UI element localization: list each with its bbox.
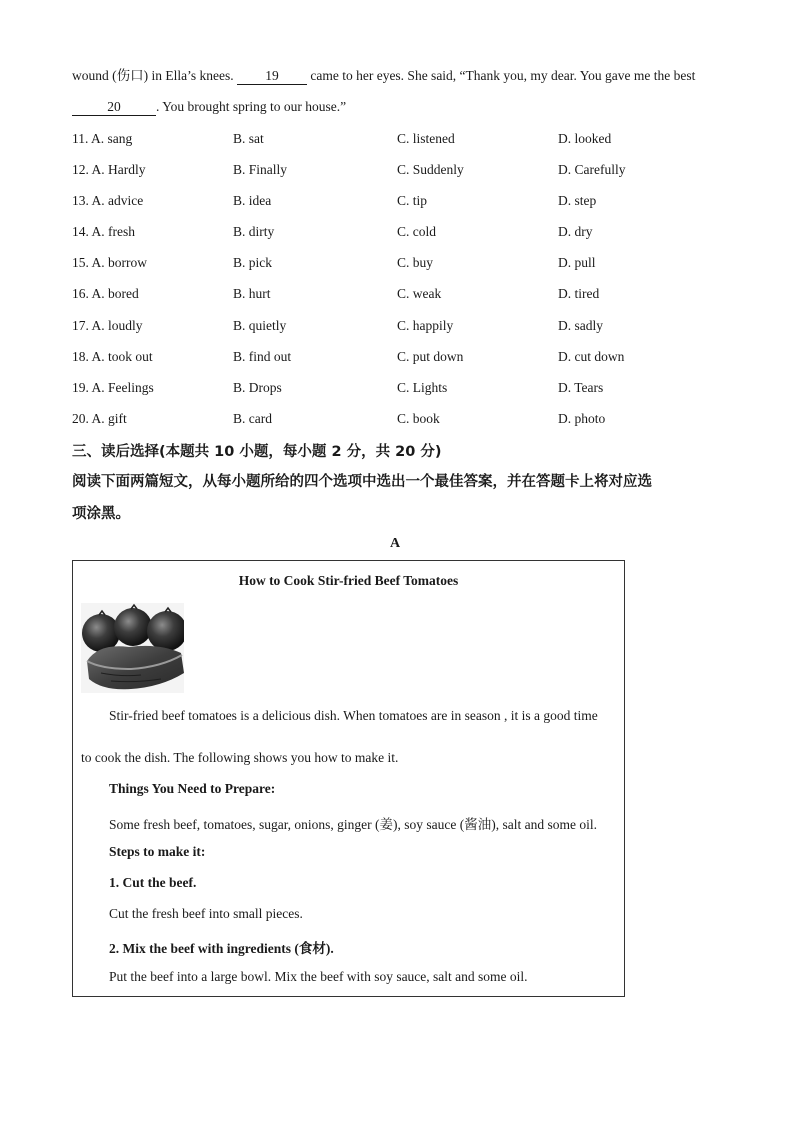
- option-a: 13. A. advice: [72, 193, 144, 209]
- option-a: 14. A. fresh: [72, 224, 135, 240]
- option-b: B. Drops: [233, 379, 282, 395]
- option-row: [72, 315, 732, 346]
- option-row: [72, 221, 732, 252]
- option-c: C. Lights: [397, 379, 448, 395]
- option-b: B. card: [233, 410, 272, 426]
- option-c: C. book: [397, 410, 440, 426]
- option-d: D. Tears: [558, 379, 604, 395]
- option-c: C. buy: [397, 255, 434, 271]
- passage-line-1: [72, 66, 695, 86]
- option-c: C. weak: [397, 286, 442, 302]
- option-d: D. pull: [558, 255, 596, 271]
- option-b: B. Finally: [233, 162, 288, 178]
- blank-19: 19: [237, 68, 307, 85]
- passage-text: wound (伤口) in Ella’s knees.: [72, 68, 237, 83]
- answer-options: [72, 128, 732, 439]
- option-a: 16. A. bored: [72, 286, 139, 302]
- section-instruction: 阅读下面两篇短文，从每小题所给的四个选项中选出一个最佳答案，并在答题卡上将对应选: [72, 474, 652, 490]
- option-a: 17. A. loudly: [72, 317, 143, 333]
- option-c: C. tip: [397, 193, 428, 209]
- option-b: B. sat: [233, 131, 264, 146]
- option-d: D. cut down: [558, 348, 625, 364]
- section-instruction: 项涂黑。: [72, 506, 130, 522]
- option-a: 12. A. Hardly: [72, 162, 146, 178]
- option-d: D. Carefully: [558, 162, 626, 178]
- option-d: D. looked: [558, 131, 612, 146]
- option-d: D. photo: [558, 410, 606, 426]
- blank-20: 20: [72, 99, 156, 116]
- passage-letter: A: [390, 536, 401, 551]
- steps-heading: Steps to make it:: [109, 844, 206, 859]
- option-a: 20. A. gift: [72, 410, 127, 426]
- option-a: 18. A. took out: [72, 348, 153, 364]
- option-b: B. hurt: [233, 286, 271, 302]
- things-heading: Things You Need to Prepare:: [109, 781, 276, 796]
- option-row: [72, 252, 732, 283]
- option-a: 11. A. sang: [72, 131, 133, 146]
- option-d: D. tired: [558, 286, 600, 302]
- option-row: [72, 159, 732, 190]
- option-d: D. sadly: [558, 317, 603, 333]
- option-a: 19. A. Feelings: [72, 379, 154, 395]
- option-b: B. pick: [233, 255, 272, 271]
- option-b: B. quietly: [233, 317, 287, 333]
- step-1-text: Cut the fresh beef into small pieces.: [109, 906, 303, 921]
- passage-text: came to her eyes. She said, “Thank you, my dear. You gave me the best: [306, 68, 696, 83]
- step-2-heading: 2. Mix the beef with ingredients (食材).: [109, 941, 334, 956]
- option-row: [72, 408, 732, 439]
- option-row: [72, 190, 732, 221]
- option-c: C. listened: [397, 131, 455, 146]
- things-text: Some fresh beef, tomatoes, sugar, onions, ginger (姜), soy sauce (酱油), salt and some oil.: [109, 817, 597, 832]
- option-d: D. step: [558, 193, 597, 209]
- recipe-title: How to Cook Stir-fried Beef Tomatoes: [238, 573, 459, 588]
- option-c: C. Suddenly: [397, 162, 464, 178]
- option-b: B. dirty: [233, 224, 275, 240]
- option-row: [72, 128, 732, 159]
- step-2-text: Put the beef into a large bowl. Mix the beef with soy sauce, salt and some oil.: [109, 969, 528, 984]
- step-1-heading: 1. Cut the beef.: [109, 875, 197, 890]
- recipe-box: [72, 560, 625, 997]
- option-a: 15. A. borrow: [72, 255, 147, 271]
- option-row: [72, 346, 732, 377]
- option-row: [72, 283, 732, 314]
- recipe-intro: Stir-fried beef tomatoes is a delicious dish. When tomatoes are in season , it is a good time: [109, 708, 598, 723]
- option-c: C. cold: [397, 224, 436, 240]
- passage-text: . You brought spring to our house.”: [156, 99, 347, 114]
- option-b: B. find out: [233, 348, 292, 364]
- passage-line-2: [72, 97, 346, 117]
- option-c: C. put down: [397, 348, 464, 364]
- recipe-intro: to cook the dish. The following shows you how to make it.: [81, 750, 399, 765]
- section-title: 三、读后选择(本题共 10 小题，每小题 2 分，共 20 分): [72, 444, 442, 460]
- option-row: [72, 377, 732, 408]
- beef-tomato-photo: [81, 603, 184, 693]
- option-d: D. dry: [558, 224, 593, 240]
- option-c: C. happily: [397, 317, 454, 333]
- option-b: B. idea: [233, 193, 272, 209]
